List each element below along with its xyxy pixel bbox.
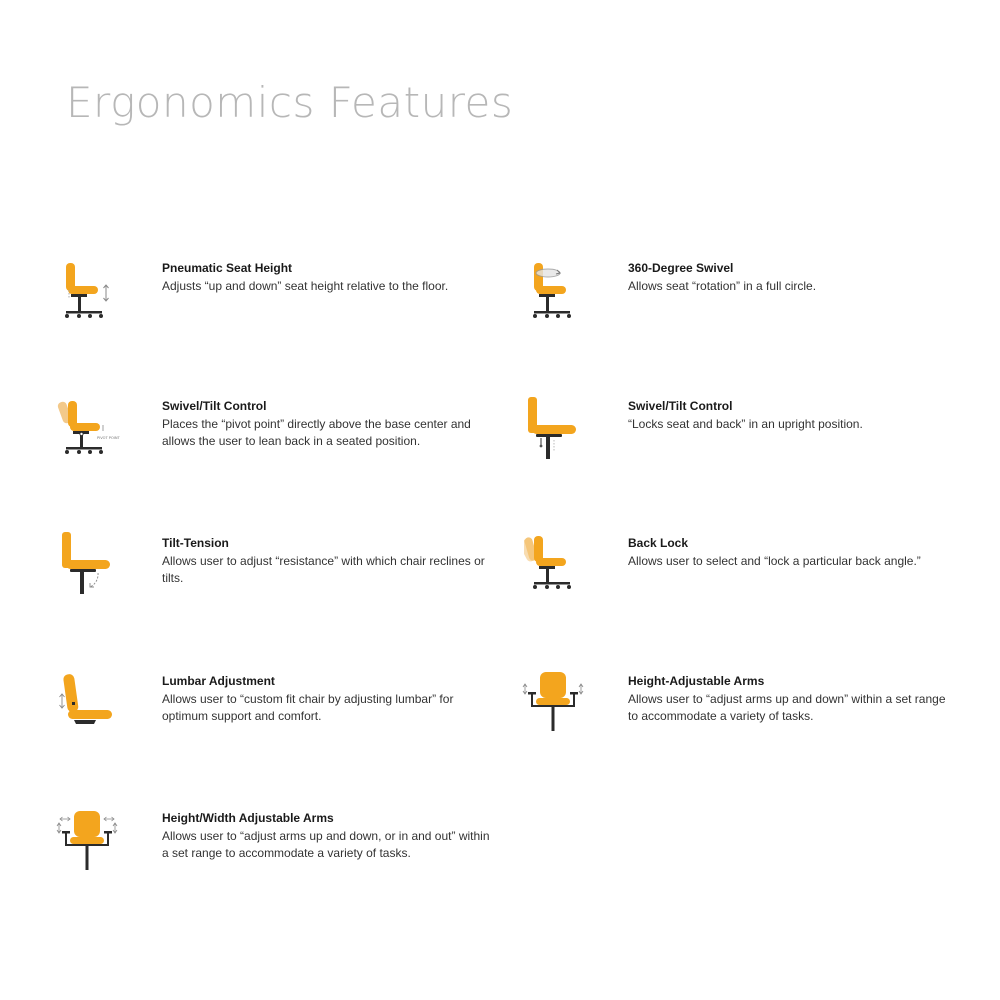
feature-description: Allows user to “adjust arms up and down” within a set range to accommodate a variety of tasks. xyxy=(628,692,946,723)
feature-title: Lumbar Adjustment xyxy=(162,674,275,688)
feature-height-adjustable-arms xyxy=(532,674,992,754)
feature-swivel-tilt-control-pivot xyxy=(66,399,526,479)
pivot-point-label: PIVOT POINT xyxy=(97,436,120,440)
chair-arm-height-icon xyxy=(520,668,586,734)
chair-tilt-tension-icon xyxy=(54,530,120,596)
feature-title: Pneumatic Seat Height xyxy=(162,261,293,275)
feature-lumbar-adjustment xyxy=(66,674,526,754)
feature-pneumatic-seat-height xyxy=(66,261,526,341)
feature-description: Allows user to “adjust arms up and down, or in and out” within a set range to accommodate a variety of tasks. xyxy=(162,829,490,860)
feature-description: Places the “pivot point” directly above the base center and allows the user to lean back in a seated position. xyxy=(162,417,471,448)
chair-height-icon xyxy=(58,259,124,325)
chair-arm-width-icon xyxy=(54,807,120,873)
chair-back-lock-icon xyxy=(524,530,590,596)
feature-title: Swivel/Tilt Control xyxy=(162,399,267,413)
chair-swivel-icon xyxy=(526,259,592,325)
feature-tilt-tension xyxy=(66,536,526,616)
feature-description: Adjusts “up and down” seat height relative to the floor. xyxy=(162,279,449,293)
chair-pivot-icon xyxy=(54,395,120,461)
feature-description: Allows user to adjust “resistance” with which chair reclines or tilts. xyxy=(162,554,485,585)
feature-height-width-adjustable-arms xyxy=(66,811,526,891)
feature-title: Tilt-Tension xyxy=(162,536,229,550)
feature-360-degree-swivel xyxy=(532,261,992,341)
feature-title: Height-Adjustable Arms xyxy=(628,674,765,688)
feature-description: Allows user to select and “lock a particular back angle.” xyxy=(628,554,921,568)
feature-title: 360-Degree Swivel xyxy=(628,261,734,275)
feature-swivel-tilt-control-lock xyxy=(532,399,992,479)
page-title: Ergonomics Features xyxy=(66,78,514,127)
feature-title: Swivel/Tilt Control xyxy=(628,399,733,413)
feature-description: “Locks seat and back” in an upright position. xyxy=(628,417,863,431)
chair-tilt-lock-icon xyxy=(520,395,586,461)
feature-title: Height/Width Adjustable Arms xyxy=(162,811,334,825)
feature-description: Allows seat “rotation” in a full circle. xyxy=(628,279,817,293)
chair-lumbar-icon xyxy=(54,670,120,736)
feature-back-lock xyxy=(532,536,992,616)
feature-title: Back Lock xyxy=(628,536,689,550)
feature-description: Allows user to “custom fit chair by adjusting lumbar” for optimum support and comfort. xyxy=(162,692,454,723)
